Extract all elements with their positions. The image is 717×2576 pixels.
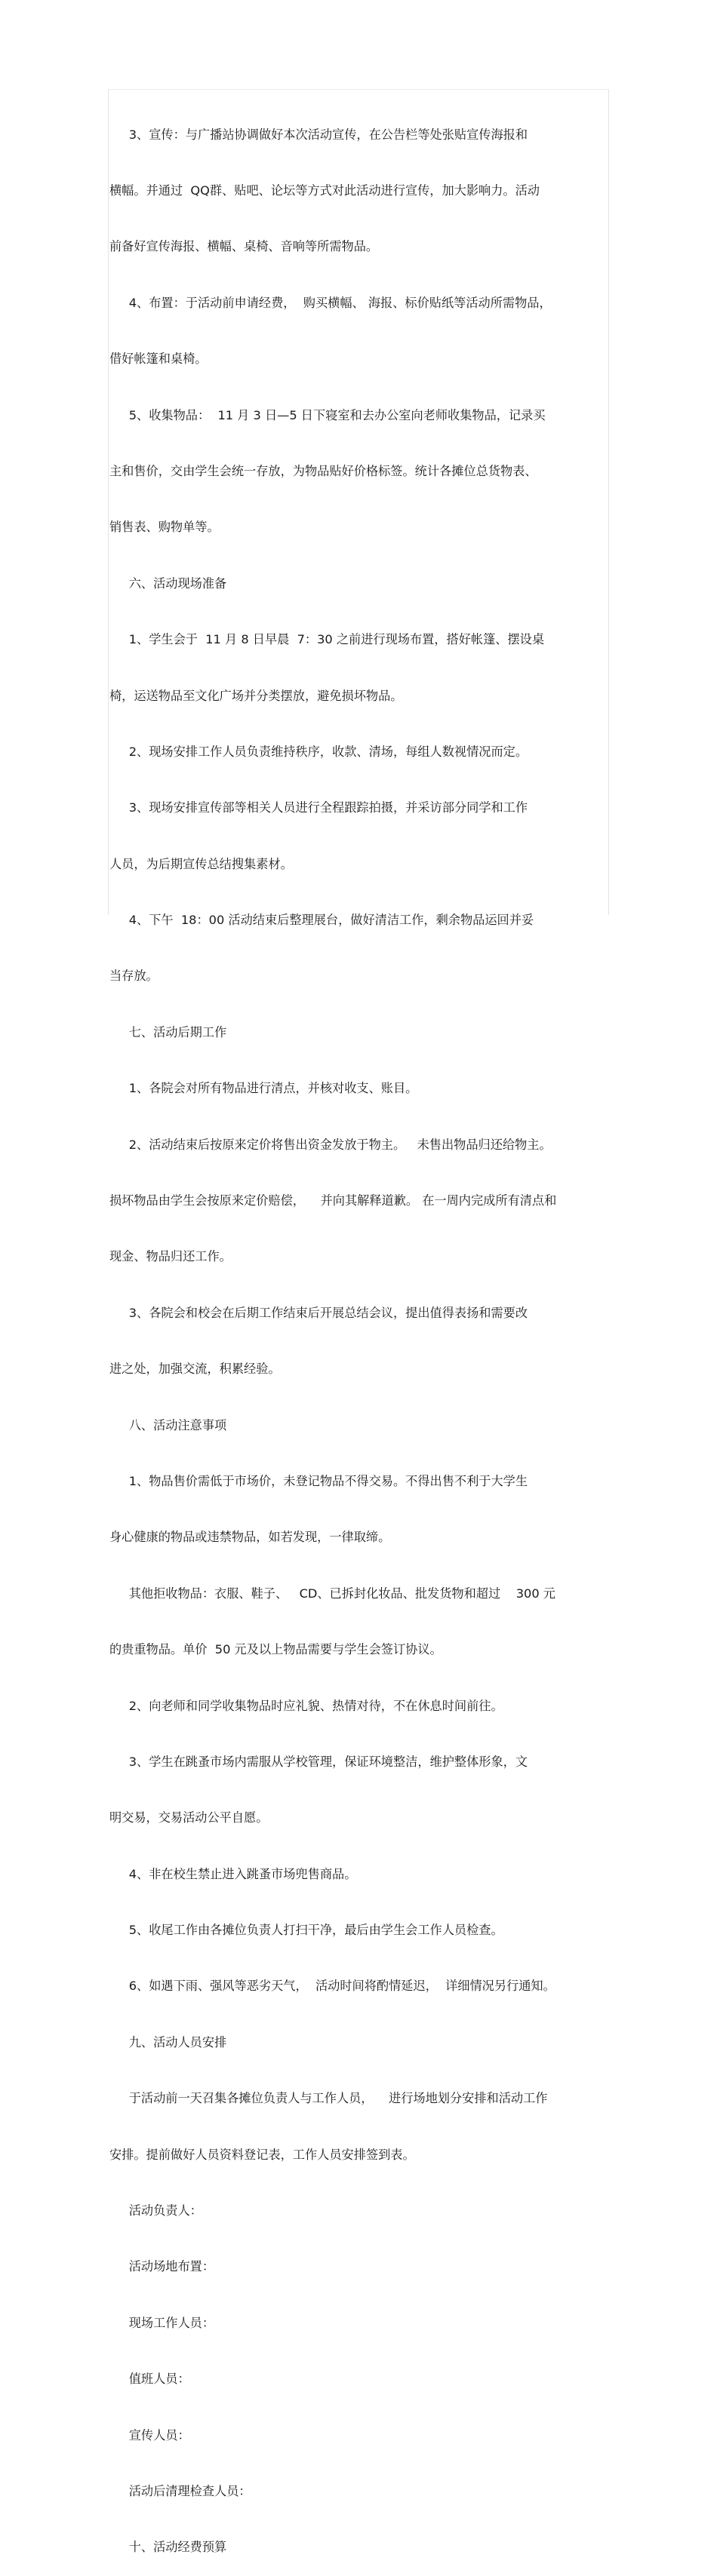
section-heading: 九、活动人员安排 bbox=[109, 2034, 227, 2049]
paragraph-line: 1、物品售价需低于市场价，未登记物品不得交易。不得出售不利于大学生 bbox=[109, 1473, 528, 1488]
section-heading: 八、活动注意事项 bbox=[109, 1417, 227, 1432]
paragraph-line: 5、收尾工作由各摊位负责人打扫干净，最后由学生会工作人员检查。 bbox=[109, 1923, 503, 1938]
document-body bbox=[109, 88, 608, 2576]
paragraph-line: 2、活动结束后按原来定价将售出资金发放于物主。 未售出物品归还给物主。 bbox=[109, 1137, 552, 1152]
section-heading: 七、活动后期工作 bbox=[109, 1024, 227, 1039]
staff-role-line: 活动后清理检查人员： bbox=[109, 2484, 251, 2498]
staff-role-line: 宣传人员： bbox=[109, 2427, 190, 2442]
paragraph-line: 人员，为后期宣传总结搜集素材。 bbox=[109, 856, 293, 871]
paragraph-line: 损坏物品由学生会按原来定价赔偿， 并向其解释道歉。 在一周内完成所有清点和 bbox=[109, 1193, 557, 1208]
staff-role-line: 活动负责人： bbox=[109, 2203, 202, 2218]
paragraph-line: 销售表、购物单等。 bbox=[109, 520, 220, 535]
paragraph-line: 借好帐篷和桌椅。 bbox=[109, 352, 208, 367]
paragraph-line: 横幅。并通过 QQ群、贴吧、论坛等方式对此活动进行宣传，加大影响力。活动 bbox=[109, 183, 540, 198]
paragraph-line: 身心健康的物品或违禁物品，如若发现，一律取缔。 bbox=[109, 1530, 391, 1545]
paragraph-line: 4、布置：于活动前申请经费， 购买横幅、 海报、标价贴纸等活动所需物品， bbox=[109, 295, 552, 310]
section-heading: 十、活动经费预算 bbox=[109, 2540, 227, 2555]
staff-role-line: 值班人员： bbox=[109, 2372, 190, 2387]
paragraph-line: 现金、物品归还工作。 bbox=[109, 1249, 232, 1264]
paragraph-line: 1、各院会对所有物品进行清点，并核对收支、账目。 bbox=[109, 1081, 418, 1096]
paragraph-line: 5、收集物品： 11 月 3 日—5 日下寝室和去办公室向老师收集物品，记录买 bbox=[109, 407, 546, 422]
paragraph-line: 3、各院会和校会在后期工作结束后开展总结会议，提出值得表扬和需要改 bbox=[109, 1305, 528, 1320]
paragraph-line: 主和售价，交由学生会统一存放，为物品贴好价格标签。统计各摊位总货物表、 bbox=[109, 463, 537, 478]
paragraph-line: 4、下午 18：00 活动结束后整理展台，做好清洁工作，剩余物品运回并妥 bbox=[109, 913, 534, 928]
paragraph-line: 3、现场安排宣传部等相关人员进行全程跟踪拍摄，并采访部分同学和工作 bbox=[109, 800, 528, 815]
section-heading: 六、活动现场准备 bbox=[109, 576, 227, 591]
paragraph-line: 进之处，加强交流，积累经验。 bbox=[109, 1362, 281, 1377]
paragraph-line: 4、非在校生禁止进入跳蚤市场兜售商品。 bbox=[109, 1866, 357, 1881]
paragraph-line: 其他拒收物品：衣服、鞋子、 CD、已拆封化妆品、批发货物和超过 300 元 bbox=[109, 1586, 555, 1601]
paragraph-line: 2、向老师和同学收集物品时应礼貌、热情对待，不在休息时间前往。 bbox=[109, 1698, 503, 1713]
staff-role-line: 现场工作人员： bbox=[109, 2315, 215, 2330]
paragraph-line: 前备好宣传海报、横幅、桌椅、音响等所需物品。 bbox=[109, 239, 379, 254]
paragraph-line: 的贵重物品。单价 50 元及以上物品需要与学生会签订协议。 bbox=[109, 1642, 442, 1657]
paragraph-line: 当存放。 bbox=[109, 969, 158, 984]
paragraph-line: 明交易，交易活动公平自愿。 bbox=[109, 1810, 269, 1825]
paragraph-line: 3、学生在跳蚤市场内需服从学校管理，保证环境整洁，维护整体形象，文 bbox=[109, 1754, 528, 1769]
staff-role-line: 活动场地布置： bbox=[109, 2259, 215, 2274]
paragraph-line: 6、如遇下雨、强风等恶劣天气， 活动时间将酌情延迟， 详细情况另行通知。 bbox=[109, 1979, 555, 1994]
paragraph-line: 3、宣传：与广播站协调做好本次活动宣传，在公告栏等处张贴宣传海报和 bbox=[109, 127, 528, 142]
paragraph-line: 2、现场安排工作人员负责维持秩序，收款、清场，每组人数视情况而定。 bbox=[109, 744, 528, 759]
paragraph-line: 椅，运送物品至文化广场并分类摆放，避免损坏物品。 bbox=[109, 688, 403, 703]
paragraph-line: 1、学生会于 11 月 8 日早晨 7：30 之前进行现场布置，搭好帐篷、摆设桌 bbox=[109, 632, 545, 647]
paragraph-line: 安排。提前做好人员资料登记表，工作人员安排签到表。 bbox=[109, 2147, 415, 2162]
paragraph-line: 于活动前一天召集各摊位负责人与工作人员， 进行场地划分安排和活动工作 bbox=[109, 2091, 548, 2106]
